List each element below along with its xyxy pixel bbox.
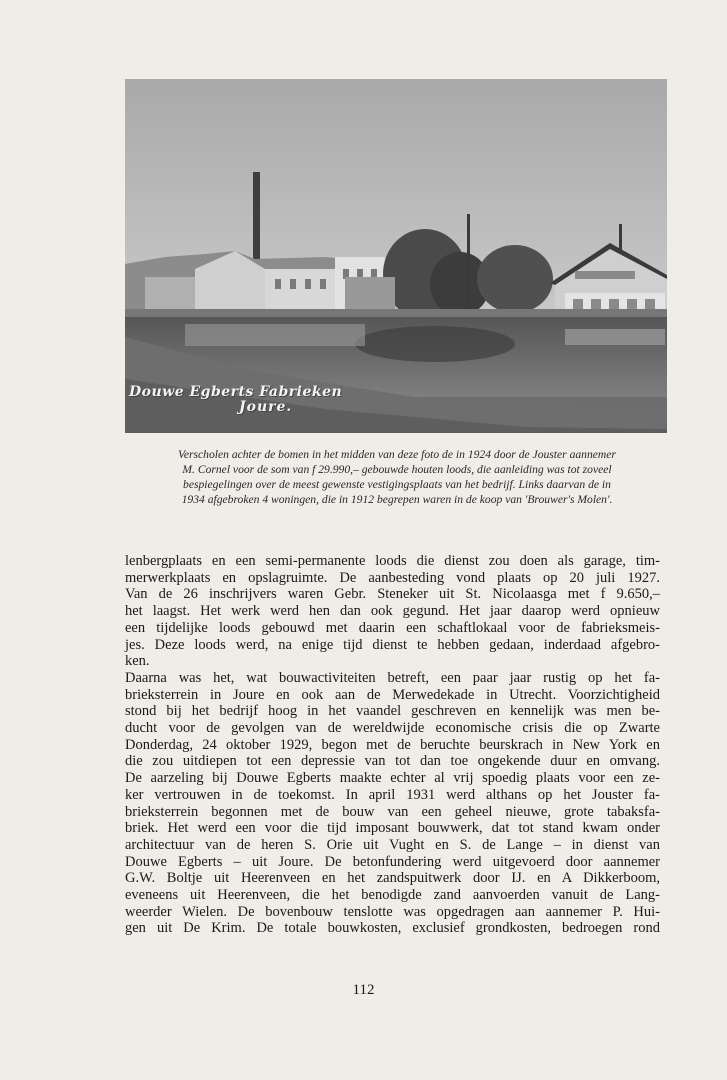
photo-inscription — [129, 385, 409, 415]
body-line: Daarna was het, wat bouwactiviteiten betreft, een paar jaar rustig op het fa- — [125, 669, 660, 686]
caption-line: Verscholen achter de bomen in het midden van deze foto de in 1924 door de Jouster aannemer — [178, 448, 616, 461]
body-line: het laagst. Het werk werd hen dan ook gegund. Het jaar daarop werd opnieuw — [125, 603, 660, 620]
body-line: architectuur van de heren S. Orie uit Vught en S. de Lange – in dienst van — [125, 836, 660, 853]
page-number: 112 — [352, 982, 375, 998]
body-line: een tijdelijke loods gebouwd met daarin een schaftlokaal voor de fabrieksmeis- — [125, 619, 660, 636]
body-line: jes. Deze loods werd, na enige tijd dienst te hebben gedaan, inderdaad afgebro- — [125, 636, 660, 653]
body-line: weerder Wielen. De bovenbouw tenslotte was opgedragen aan aannemer P. Hui- — [125, 903, 660, 920]
body-line: briek. Het werd een voor die tijd imposant bouwwerk, dat tot stand kwam onder — [125, 820, 660, 837]
body-line: eveneens uit Heerenveen, die het benodigde zand aanvoerden vanuit de Lang- — [125, 887, 660, 904]
body-line: G.W. Boltje uit Heerenveen en het zandspuitwerk door IJ. en A Dikkerboom, — [125, 870, 660, 887]
body-line: brieksterrein in Joure en ook aan de Merwedekade in Utrecht. Voorzichtigheid — [125, 686, 660, 703]
body-text — [125, 553, 660, 937]
caption-line: M. Cornel voor de som van f 29.990,– gebouwde houten loods, die aanleiding was tot zoveel — [182, 463, 612, 476]
body-line: gen uit De Krim. De totale bouwkosten, exclusief grondkosten, bedroegen rond — [125, 920, 660, 937]
photo-inscription-line-2: Joure. — [239, 399, 293, 415]
body-line: ken. — [125, 653, 150, 670]
body-line: De aarzeling bij Douwe Egberts maakte echter al vrij spoedig plaats voor een ze- — [125, 770, 660, 787]
body-line: ducht voor de gevolgen van de wereldwijde economische crisis die op Zwarte — [125, 720, 660, 737]
caption-line: 1934 afgebroken 4 woningen, die in 1912 begrepen waren in de koop van 'Brouwer's Molen'. — [181, 493, 613, 506]
body-line: Douwe Egberts – uit Joure. De betonfundering werd uitgevoerd door aannemer — [125, 853, 660, 870]
body-line: Van de 26 inschrijvers waren Gebr. Steneker uit St. Nicolaasga met f 9.650,– — [125, 586, 660, 603]
body-line: merwerkplaats en opslagruimte. De aanbesteding vond plaats op 20 juli 1927. — [125, 569, 660, 586]
body-line: ker vertrouwen in de toekomst. In april 1931 werd althans op het Jouster fa- — [125, 786, 660, 803]
factory-photo — [125, 79, 667, 433]
body-line: die zou uitdiepen tot een depressie van tot dan toe ongekende duur en omvang. — [125, 753, 660, 770]
body-line: brieksterrein begonnen met de bouw van een geheel nieuwe, grote tabaksfa- — [125, 803, 660, 820]
photo-caption — [130, 447, 664, 507]
body-line: lenbergplaats en een semi-permanente loods die dienst zou doen als garage, tim- — [125, 553, 660, 569]
caption-line: bespiegelingen over de meest gewenste vestigingsplaats van het bedrijf. Links daarvan de in — [183, 478, 611, 491]
body-line: Donderdag, 24 oktober 1929, begon met de beruchte beurskrach in New York en — [125, 736, 660, 753]
body-line: stond bij het bedrijf hoog in het vaandel geschreven en kennelijk was men be- — [125, 703, 660, 720]
photo-inscription-line-1: Douwe Egberts Fabrieken — [129, 384, 343, 400]
factory-photo-image — [125, 79, 667, 433]
